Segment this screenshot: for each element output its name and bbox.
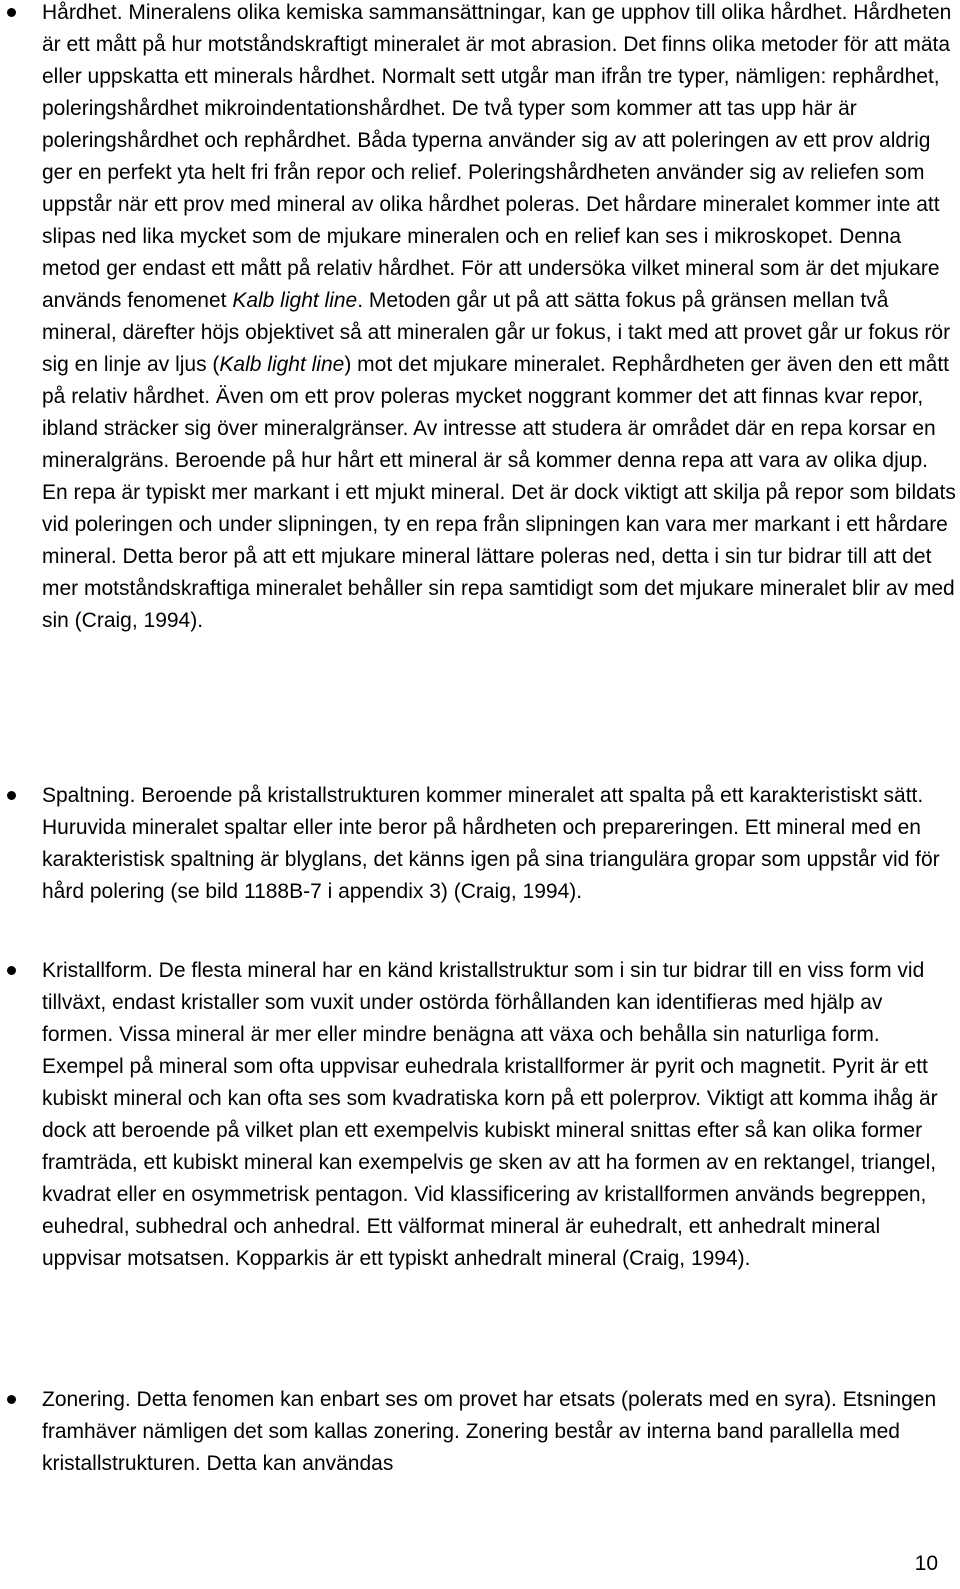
paragraph-text-hardhet: Hårdhet. Mineralens olika kemiska sammansättningar, kan ge upphov till olika hårdhet. Hårdheten är ett mått på hur motståndskraftigt mineralet är mot abrasion. Det finns olika metoder för att mäta eller uppskatta ett minerals hårdhet. Normalt sett utgår man ifrån tre typer, nämligen: rephårdhet, poleringshårdhet mikroindentationshårdhet. De två typer som kommer att tas upp här är poleringshårdhet och rephårdhet. Båda typerna använder sig av att poleringen av ett prov aldrig ger en perfekt yta helt fri från repor och relief. Poleringshårdheten använder sig av reliefen som uppstår när ett prov med mineral av olika hårdhet poleras. Det hårdare mineralet kommer inte att slipas ned lika mycket som de mjukare mineralen och en relief kan ses i mikroskopet. Denna metod ger endast ett mått på relativ hårdhet. För att undersöka vilket mineral som är det mjukare används fenomenet Kalb light line. Metoden går ut på att sätta fokus på gränsen mellan två mineral, därefter höjs objektivet så att mineralen går ur fokus, i takt med att provet går ur fokus rör sig en linje av ljus (Kalb light line) mot det mjukare mineralet. Rephårdheten ger även den ett mått på relativ hårdhet. Även om ett prov poleras mycket noggrant kommer det att finnas kvar repor, ibland sträcker sig över mineralgränser. Av intresse att studera är området där en repa korsar en mineralgräns. Beroende på hur hårt ett mineral är så kommer denna repa att vara av olika djup. En repa är typiskt mer markant i ett mjukt mineral. Det är dock viktigt att skilja på repor som bildats vid poleringen och under slipningen, ty en repa från slipningen kan vara mer markant i ett hårdare mineral. Detta beror på att ett mjukare mineral lättare poleras ned, detta i sin tur bidrar till att det mer motståndskraftiga mineralet behåller sin repa samtidigt som det mjukare mineralet blir av med sin (Craig, 1994). (42, 1, 956, 632)
bullet-icon (7, 8, 16, 17)
list-item (42, 0, 957, 637)
paragraph-text-kristallform: Kristallform. De flesta mineral har en känd kristallstruktur som i sin tur bidrar till en viss form vid tillväxt, endast kristaller som vuxit under ostörda förhållanden kan identifieras med hjälp av formen. Vissa mineral är mer eller mindre benägna att växa och behålla sin naturliga form. Exempel på mineral som ofta uppvisar euhedrala kristallformer är pyrit och magnetit. Pyrit är ett kubiskt mineral och kan ofta ses som kvadratiska korn på ett polerprov. Viktigt att komma ihåg är dock att beroende på vilket plan ett exempelvis kubiskt mineral snittas efter så kan olika former framträda, ett kubiskt mineral kan exempelvis ge sken av att ha formen av en rektangel, triangel, kvadrat eller en osymmetrisk pentagon. Vid klassificering av kristallformen används begreppen, euhedral, subhedral och anhedral. Ett välformat mineral är euhedralt, ett anhedralt mineral uppvisar motsatsen. Kopparkis är ett typiskt anhedralt mineral (Craig, 1994). (42, 959, 938, 1270)
list-item (42, 955, 957, 1275)
bullet-icon (7, 966, 16, 975)
page-number: 10 (914, 1552, 938, 1575)
list-item (42, 780, 957, 908)
bullet-icon (7, 791, 16, 800)
bullet-icon (7, 1395, 16, 1404)
paragraph-text-spaltning: Spaltning. Beroende på kristallstrukturen kommer mineralet att spalta på ett karakteristiskt sätt. Huruvida mineralet spaltar eller inte beror på hårdheten och prepareringen. Ett mineral med en karakteristisk spaltning är blyglans, det känns igen på sina triangulära gropar som uppstår vid för hård polering (se bild 1188B-7 i appendix 3) (Craig, 1994). (42, 784, 940, 903)
paragraph-text-zonering: Zonering. Detta fenomen kan enbart ses om provet har etsats (polerats med en syra). Etsningen framhäver nämligen det som kallas zonering. Zonering består av interna band parallella med kristallstrukturen. Detta kan användas (42, 1388, 937, 1475)
list-item (42, 1384, 957, 1480)
